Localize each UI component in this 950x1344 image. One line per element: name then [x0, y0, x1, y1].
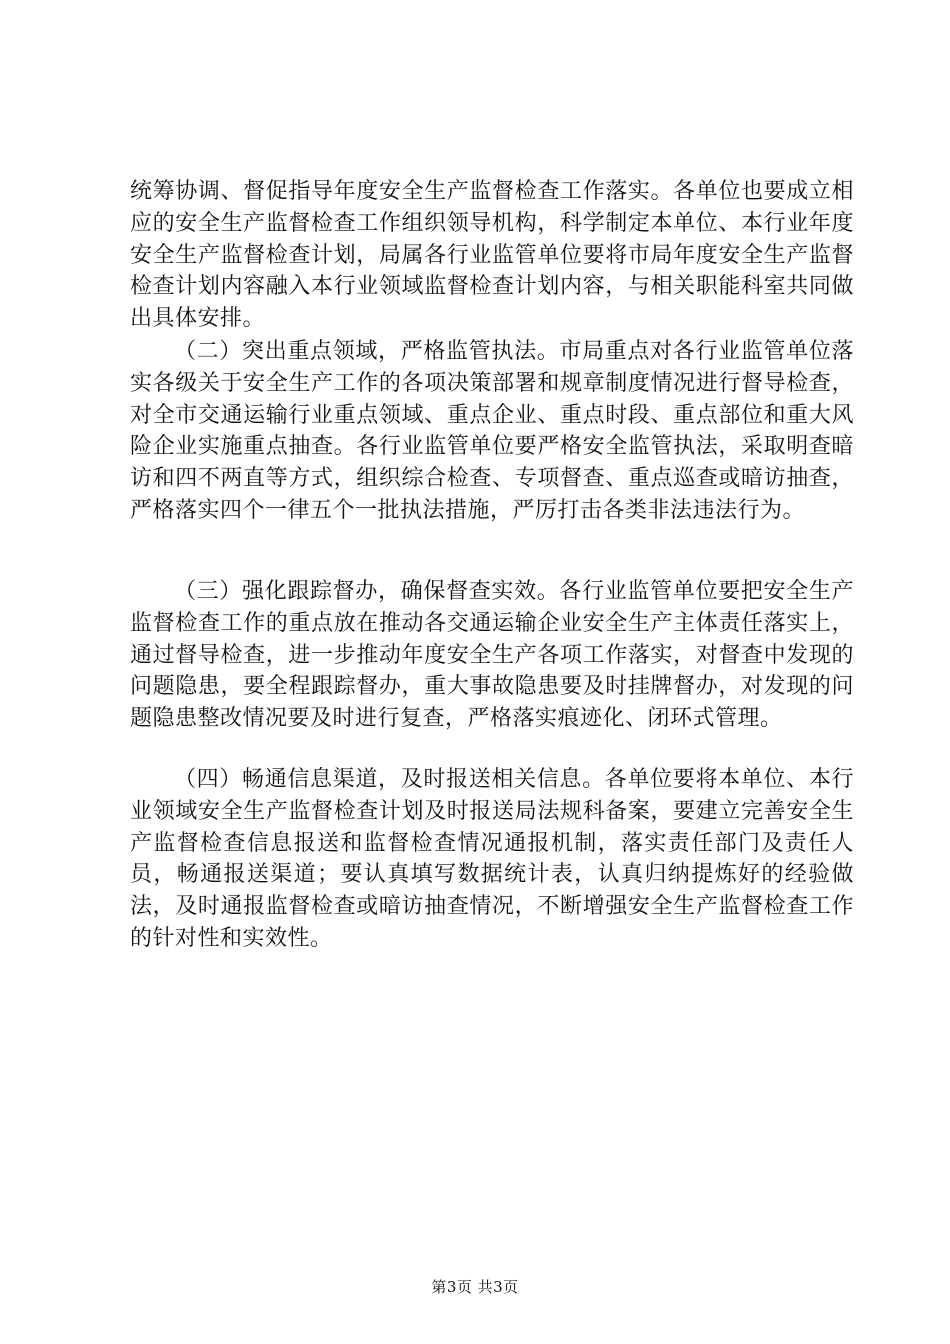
paragraph-section-4: （四）畅通信息渠道，及时报送相关信息。各单位要将本单位、本行业领域安全生产监督检查计划及时报送局法规科备案，要建立完善安全生产监督检查信息报送和监督检查情况通报机制，落实责任部门及责任人员，畅通报送渠道；要认真填写数据统计表，认真归纳提炼好的经验做法，及时通报监督检查或暗访抽查情况，不断增强安全生产监督检查工作的针对性和实效性。	[130, 767, 854, 951]
page-footer: 第3页 共3页	[431, 1278, 519, 1296]
paragraph-section-2: （二）突出重点领域，严格监管执法。市局重点对各行业监管单位落实各级关于安全生产工作的各项决策部署和规章制度情况进行督导检查，对全市交通运输行业重点领域、重点企业、重点时段、重点部位和重大风险企业实施重点抽查。各行业监管单位要严格安全监管执法，采取明查暗访和四不两直等方式，组织综合检查、专项督查、重点巡查或暗访抽查，严格落实四个一律五个一批执法措施，严厉打击各类非法违法行为。	[130, 339, 854, 523]
paragraph-section-3: （三）强化跟踪督办，确保督查实效。各行业监管单位要把安全生产监督检查工作的重点放在推动各交通运输企业安全生产主体责任落实上，通过督导检查，进一步推动年度安全生产各项工作落实，对督查中发现的问题隐患，要全程跟踪督办，重大事故隐患要及时挂牌督办，对发现的问题隐患整改情况要及时进行复查，严格落实痕迹化、闭环式管理。	[130, 579, 854, 732]
paragraph-continuation: 统筹协调、督促指导年度安全生产监督检查工作落实。各单位也要成立相应的安全生产监督检查工作组织领导机构，科学制定本单位、本行业年度安全生产监督检查计划，局属各行业监管单位要将市局年度安全生产监督检查计划内容融入本行业领域监督检查计划内容，与相关职能科室共同做出具体安排。	[130, 179, 854, 332]
